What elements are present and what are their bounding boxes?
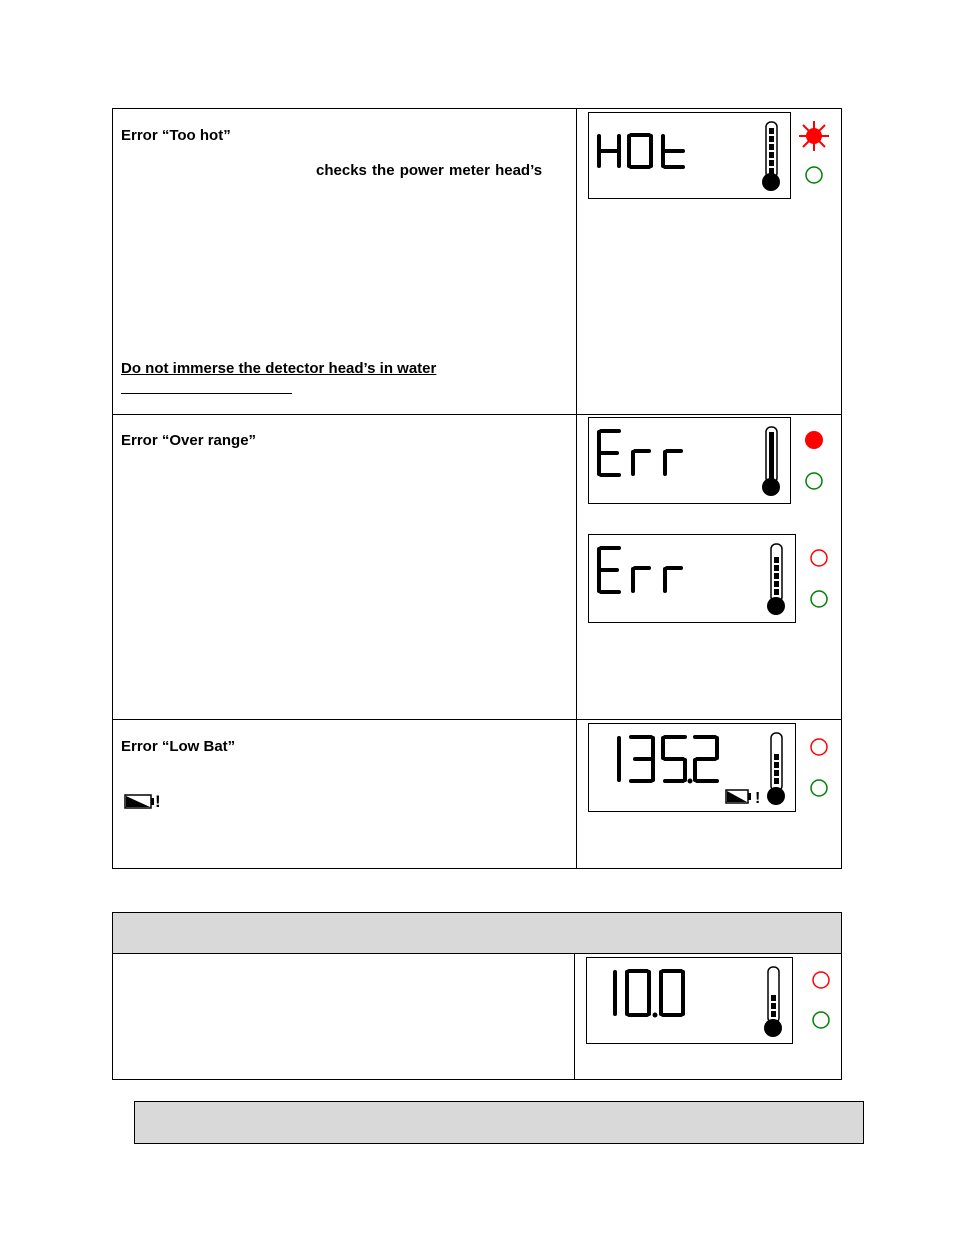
lcd-display-err-2 xyxy=(588,534,796,623)
low-battery-mark: ! xyxy=(155,792,161,811)
lcd-display-bottom xyxy=(586,957,793,1044)
next-section-header-bar xyxy=(134,1101,864,1144)
red-led-off-icon xyxy=(809,548,829,568)
green-led-off-icon xyxy=(811,1010,831,1030)
lcd-display-hot xyxy=(588,112,791,199)
red-led-on-icon xyxy=(804,430,824,450)
green-led-off-icon xyxy=(809,589,829,609)
row-divider xyxy=(112,719,842,720)
lcd-reading-err-2 xyxy=(589,535,795,622)
low-battery-icon xyxy=(124,793,154,811)
red-led-blinking-icon xyxy=(798,120,830,152)
column-divider xyxy=(574,953,575,1080)
warning-rule xyxy=(121,393,292,394)
lcd-display-err-1 xyxy=(588,417,791,504)
green-led-off-icon xyxy=(804,165,824,185)
red-led-off-icon xyxy=(809,737,829,757)
low-bat-title: Error “Low Bat” xyxy=(121,738,236,755)
table-header-bar xyxy=(112,912,842,954)
over-range-title: Error “Over range” xyxy=(121,432,257,449)
lcd-reading-bottom xyxy=(587,958,792,1043)
green-led-off-icon xyxy=(804,471,824,491)
green-led-off-icon xyxy=(809,778,829,798)
lcd-reading-hot xyxy=(589,113,790,198)
row-divider xyxy=(112,414,842,415)
too-hot-warning: Do not immerse the detector head’s in water xyxy=(121,360,437,377)
too-hot-text: checks the power meter head’s xyxy=(316,162,543,179)
column-divider xyxy=(576,108,577,869)
lcd-reading-err-1 xyxy=(589,418,790,503)
red-led-off-icon xyxy=(811,970,831,990)
lcd-display-low-bat xyxy=(588,723,796,812)
lcd-reading-low-bat xyxy=(589,724,795,811)
lcd-battery-mark: ! xyxy=(755,790,761,807)
too-hot-title: Error “Too hot” xyxy=(121,127,231,144)
